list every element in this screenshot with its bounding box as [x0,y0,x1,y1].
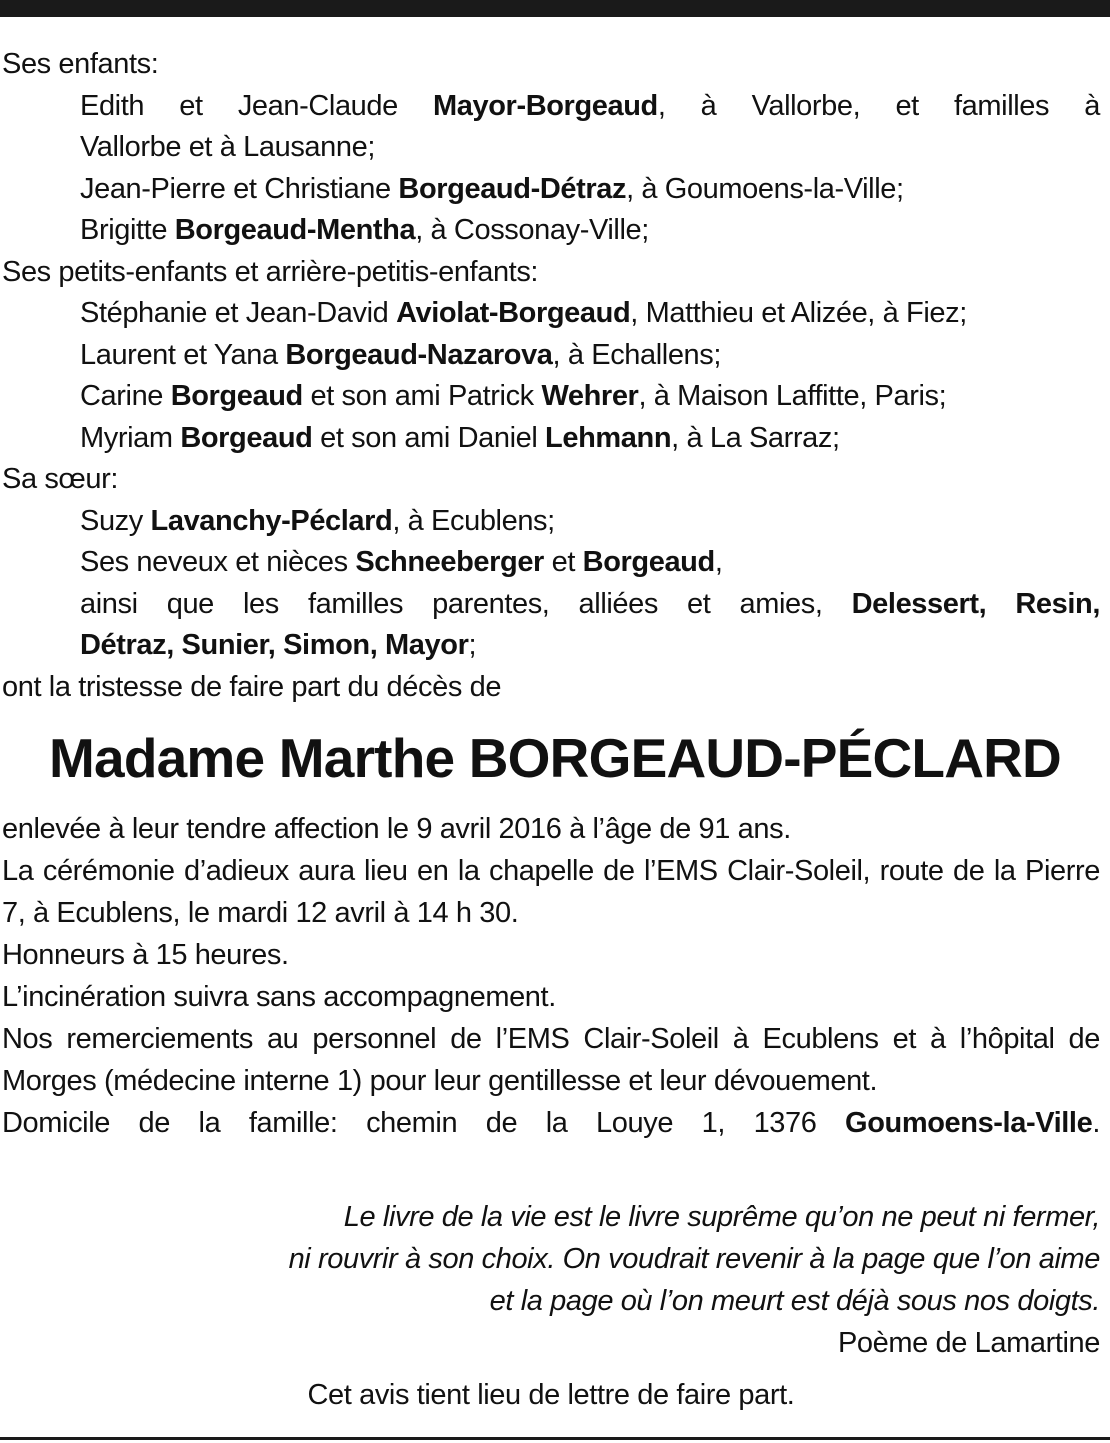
entry-text: , à Vallorbe, et familles à [657,89,1100,122]
family-name: Lehmann [545,421,672,454]
entry-text: , à Cossonay-Ville; [415,214,649,246]
entry-text: Brigitte [80,214,175,246]
family-name: Borgeaud [582,546,715,578]
entry-text: ; [468,629,477,661]
cremation-info: L’incinération suivra sans accompagnement. [2,981,556,1013]
children-heading: Ses enfants: [2,48,159,80]
sister-entry-3 [2,584,1100,626]
entry-text: Edith et Jean-Claude [80,89,434,122]
sister-entry-3-cont [2,625,1100,667]
announcement: ont la tristesse de faire part du décès de [2,670,502,703]
family-names: Delessert, Resin, [851,587,1100,620]
domicile-place: Goumoens-la-Ville [845,1107,1093,1139]
grandchildren-entry-2 [2,335,1100,377]
bottom-rule [0,1437,1110,1440]
children-entry-3 [2,210,1100,252]
entry-text: Stéphanie et Jean-David [80,297,397,329]
grandchildren-entry-3 [2,376,1100,418]
funeral-details [2,808,1100,1144]
domicile-info [2,1102,1100,1144]
sister-heading: Sa sœur: [2,463,119,495]
entry-text: Ses neveux et nièces [80,546,356,578]
entry-text: , Matthieu et Alizée, à Fiez; [630,297,967,329]
entry-text: et son ami Daniel [312,421,546,454]
domicile-text: Domicile de la famille: chemin de la Louye 1, 1376 [2,1107,846,1139]
grandchildren-entry-1 [2,293,1100,335]
entry-text: , à La Sarraz; [671,421,840,454]
family-name: Schneeberger [355,546,544,578]
family-name: Aviolat-Borgeaud [396,297,631,329]
family-name: Mayor-Borgeaud [433,89,658,122]
family-name: Wehrer [541,380,639,412]
sister-entry-1 [2,501,1100,543]
family-name: Borgeaud [170,380,303,412]
entry-text: , à Goumoens-la-Ville; [626,172,904,205]
entry-text: et son ami Patrick [302,380,542,412]
family-name: Lavanchy-Péclard [150,504,393,537]
entry-text: Carine [80,380,171,412]
entry-text: Laurent et Yana [80,338,286,371]
grandchildren-entry-4 [2,418,1100,460]
family-name: Borgeaud-Détraz [398,172,627,205]
death-notice: enlevée à leur tendre affection le 9 avril 2016 à l’âge de 91 ans. [2,813,791,845]
poem [0,1196,1100,1364]
thanks-info: Nos remerciements au personnel de l’EMS Clair-Soleil à Ecublens et à l’hôpital de Morges (médecine interne 1) pour leur gentillesse et leur dévouement. [2,1023,1100,1097]
entry-text: , à Maison Laffitte, Paris; [638,380,947,412]
entry-text: ainsi que les familles parentes, alliées et amies, [80,587,852,620]
poem-line-3: et la page où l’on meurt est déjà sous nos doigts. [489,1285,1100,1317]
poem-line-1: Le livre de la vie est le livre suprême qu’on ne peut ni fermer, [343,1201,1100,1233]
closing-note: Cet avis tient lieu de lettre de faire part. [307,1379,795,1411]
sister-entry-2 [2,542,1100,584]
family-names: Détraz, Sunier, Simon, Mayor [80,629,469,661]
family-list [2,44,1100,708]
grandchildren-heading: Ses petits-enfants et arrière-petitis-enfants: [2,255,539,288]
poem-author: Poème de Lamartine [837,1327,1100,1359]
children-entry-1 [2,86,1100,128]
honors-info: Honneurs à 15 heures. [2,939,289,971]
top-rule [0,0,1110,17]
children-entry-1-cont: Vallorbe et à Lausanne; [80,131,375,163]
poem-line-2: ni rouvrir à son choix. On voudrait revenir à la page que l’on aime [288,1243,1100,1275]
entry-text: , [714,546,723,578]
deceased-name: Madame Marthe BORGEAUD-PÉCLARD [49,727,1061,789]
entry-text: Suzy [80,504,151,537]
family-name: Borgeaud [180,421,313,454]
entry-text: Jean-Pierre et Christiane [80,172,399,205]
entry-text: , à Echallens; [552,338,722,371]
entry-text: , à Ecublens; [392,504,555,537]
family-name: Borgeaud-Mentha [174,214,416,246]
family-name: Borgeaud-Nazarova [285,338,553,371]
entry-text: et [543,546,583,578]
entry-text: Myriam [80,421,181,454]
domicile-end: . [1092,1107,1100,1139]
children-entry-2 [2,169,1100,211]
ceremony-info: La cérémonie d’adieux aura lieu en la chapelle de l’EMS Clair-Soleil, route de la Pierre 7, à Ecublens, le mardi 12 avril à 14 h 30. [2,855,1100,929]
